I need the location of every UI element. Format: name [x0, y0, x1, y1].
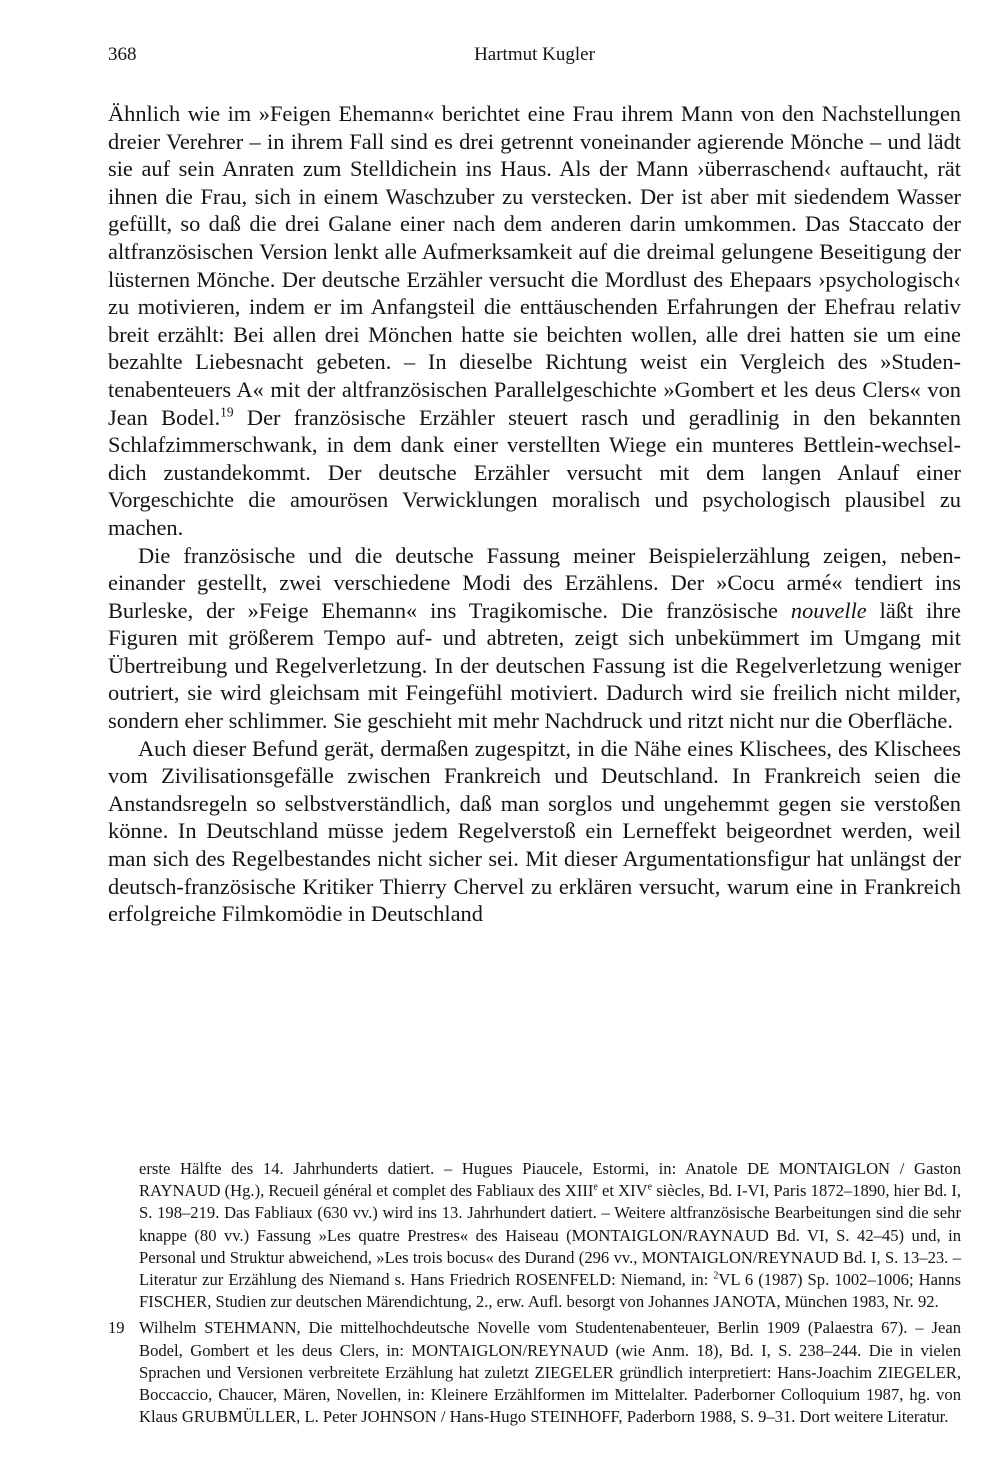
- running-head: Hartmut Kugler: [474, 44, 595, 65]
- footnote-18-continued: [108, 1158, 961, 1313]
- paragraph-3: Auch dieser Befund gerät, dermaßen zugespitzt, in die Nähe eines Klischees, des Klischees vom Zivilisationsgefälle zwischen Frankreich und Deutschland. In Frankreich seien die Anstandsregeln so selbstverständlich, daß man sorglos und ungehemmt gegen sie verstoßen könne. In Deutschland müsse jedem Regelverstoß ein Lerneffekt beigeordnet werden, weil man sich des Regelbestandes nicht sicher sei. Mit dieser Argumentationsfigur hat unlängst der deutsch-französische Kritiker Thierry Chervel zu erklären versucht, warum eine in Frankreich erfolgreiche Filmkomödie in Deutschland: [108, 735, 961, 927]
- fn18-text-4: VL 6 (1987) Sp. 1002–1006; Hanns FISCHER, Studien zur deutschen Märendichtung, 2., erw. Aufl. besorgt von Johannes JANOTA, München 1983, Nr. 92.: [139, 1270, 961, 1312]
- footnote-ref-19[interactable]: 19: [220, 404, 234, 420]
- footnotes: [108, 1158, 961, 1428]
- fn18-sup-1: e: [593, 1181, 598, 1193]
- footnote-19-number: 19: [108, 1318, 125, 1338]
- fn18-sup-2: e: [647, 1181, 653, 1193]
- paragraph-2-text-b: läßt ihre Figuren mit größerem Tempo auf- und abtreten, zeigt sich unbekümmert im Umgang mit Übertreibung und Regelverletzung. In der deutschen Fassung ist die Regelverletzung weniger outriert, sie wird gleichsam mit Feingefühl motiviert. Dadurch wird sie freilich nicht milder, sondern eher schlimmer. Sie geschieht mit mehr Nachdruck und ritzt nicht nur die Oberfläche.: [108, 597, 961, 734]
- fn18-text-2: et XIV: [597, 1181, 648, 1201]
- paragraph-2: [108, 542, 961, 735]
- page-number: 368: [108, 44, 137, 65]
- paragraph-2-emphasis: nouvelle: [790, 597, 867, 623]
- fn18-sup-3: 2: [713, 1270, 719, 1282]
- page-header: [108, 44, 961, 74]
- footnote-19: [108, 1317, 961, 1428]
- paragraph-1-text-a: Ähnlich wie im »Feigen Ehemann« berichtet eine Frau ihrem Mann von den Nachstellungen dreier Verehrer – in ihrem Fall sind es drei getrennt voneinander agierende Mönche – und lädt sie auf sein Anraten zum Stelldichein ins Haus. Als der Mann ›überraschend‹ auftaucht, rät ihnen die Frau, sich in einem Waschzuber zu verstecken. Der ist aber mit siedendem Wasser gefüllt, so daß die drei Galane einer nach dem anderen darin umkommen. Das Staccato der altfranzösischen Version lenkt alle Aufmerksamkeit auf die dreimal gelungene Beseitigung der lüsternen Mönche. Der deutsche Erzähler versucht die Mordlust des Ehepaars ›psychologisch‹ zu motivieren, indem er im Anfangsteil die enttäuschenden Erfahrungen der Ehefrau relativ breit erzählt: Bei allen drei Mönchen hatte sie beichten wollen, alle drei hatten sie um eine bezahlte Liebesnacht gebeten. – In dieselbe Richtung weist ein Vergleich des »Studentenabenteuers A« mit der altfranzösischen Parallelgeschichte »Gombert et les deus Clers« von Jean Bodel.: [108, 101, 961, 430]
- fn18-text-3: siècles, Bd. I-VI, Paris 1872–1890, hier Bd. I, S. 198–219. Das Fabliaux (630 vv.) wird ins 13. Jahrhundert datiert. – Weitere altfranzösische Bearbeitungen sind die sehr knappe (80 vv.) Fassung »Les quatre Prestres« des Haiseau (MONTAIGLON/RAYNAUD Bd. VI, S. 42–45) und, in Personal und Struktur abweichend, »Les trois bocus« des Durand (296 vv., MONTAIGLON/REYNAUD Bd. I, S. 13–23. – Literatur zur Erzählung des Niemand s. Hans Friedrich ROSENFELD: Niemand, in:: [139, 1181, 961, 1290]
- paragraph-1: [108, 100, 961, 542]
- fn18-text-1: erste Hälfte des 14. Jahrhunderts datiert. – Hugues Piaucele, Estormi, in: Anatole DE MONTAIGLON / Gaston RAYNAUD (Hg.), Recueil général et complet des Fabliaux des XIII: [139, 1159, 961, 1201]
- footnote-19-text: Wilhelm STEHMANN, Die mittelhochdeutsche Novelle vom Studentenabenteuer, Berlin 1909 (Palaestra 67). – Jean Bodel, Gombert et les deus Clers, in: MONTAIGLON/REYNAUD (wie Anm. 18), Bd. I, S. 238–244. Die in vielen Sprachen und Versionen verbreitete Erzählung hat zuletzt ZIEGELER gründlich interpretiert: Hans-Joachim ZIEGELER, Boccaccio, Chaucer, Mären, Novellen, in: Kleinere Erzählformen im Mittelalter. Paderborner Colloquium 1987, hg. von Klaus GRUBMÜLLER, L. Peter JOHNSON / Hans-Hugo STEINHOFF, Paderborn 1988, S. 9–31. Dort weitere Literatur.: [139, 1318, 961, 1427]
- paragraph-2-text-a: Die französische und die deutsche Fassung meiner Beispielerzählung zeigen, nebeneinander gestellt, zwei verschiedene Modi des Erzählens. Der »Cocu armé« tendiert ins Burleske, der »Feige Ehemann« ins Tragikomische. Die französische: [108, 542, 961, 623]
- body-text: [108, 100, 961, 928]
- paragraph-1-text-b: Der französische Erzähler steuert rasch und geradlinig in den bekannten Schlafzimmerschwank, in dem dank einer verstellten Wiege ein munteres Bettlein-wechsel-dich zustandekommt. Der deutsche Erzähler versucht mit dem langen Anlauf einer Vorgeschichte die amourösen Verwicklungen moralisch und psychologisch plausibel zu machen.: [108, 404, 961, 540]
